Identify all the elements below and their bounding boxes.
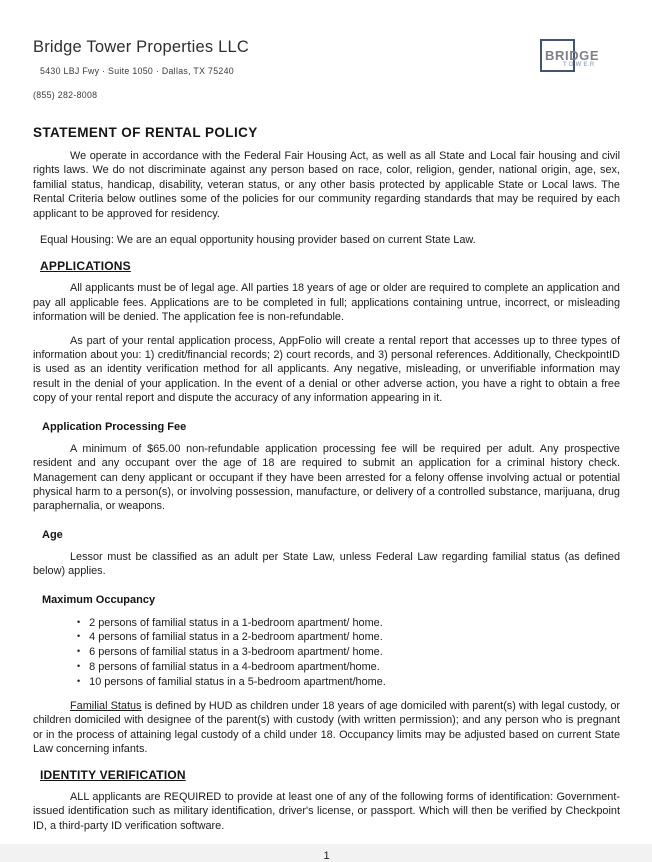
list-item: • 8 persons of familial status in a 4-bedroom apartment/home. — [77, 660, 620, 675]
intro-paragraph: We operate in accordance with the Federal Fair Housing Act, as well as all State and Local fair housing and civil rights laws. We do not discriminate against any person based on race, color, religion, gender, national origin, age, sex, familial status, handicap, disability, veteran status, or any other basis protected by applicable State or Local laws. The Rental Criteria below outlines some of the policies for our community regarding standards that may be required by each applicant to be approved for residency. — [33, 150, 620, 220]
list-item: • 4 persons of familial status in a 2-bedroom apartment/ home. — [77, 630, 620, 645]
occupancy-bullet-list — [33, 616, 620, 691]
list-item: • 10 persons of familial status in a 5-bedroom apartment/home. — [77, 675, 620, 690]
list-item: • 2 persons of familial status in a 1-bedroom apartment/ home. — [77, 616, 620, 631]
logo-text-tower: TOWER — [563, 62, 597, 68]
familial-status-term: Familial Status — [70, 700, 142, 713]
heading-application-processing-fee: Application Processing Fee — [42, 420, 187, 433]
company-address: 5430 LBJ Fwy · Suite 1050 · Dallas, TX 75240 — [40, 66, 234, 76]
identity-verification-paragraph: ALL applicants are REQUIRED to provide at least one of any of the following forms of identification: Government-issued identification such as military identification, driver's license, or passport. Which will then be verified by Checkpoint ID, a third-party ID verification software. — [33, 790, 620, 832]
heading-identity-verification: IDENTITY VERIFICATION — [40, 767, 186, 782]
heading-age: Age — [42, 528, 63, 541]
processing-fee-paragraph: A minimum of $65.00 non-refundable application processing fee will be required per adult. Any prospective resident and any occupant over the age of 18 are required to submit an application for a criminal history check. Management can deny applicant or occupant if they have been arrested for a felony offense involving actual or potential physical harm to a person(s), or involving possession, manufacture, or delivery of a controlled substance, marijuana, drug paraphernalia, or weapons. — [33, 442, 620, 513]
logo-text-bridge: BRIDGE — [545, 48, 600, 63]
bridge-tower-logo — [540, 39, 598, 81]
applications-paragraph-2: As part of your rental application process, AppFolio will create a rental report that accesses up to three types of information about you: 1) credit/financial records; 2) court records, and 3) personal references. Additionally, CheckpointID is used as an identity verification method for all applicants. Any negative, misleading, or unverifiable information may result in the denial of your application. In the event of a denial or other adverse action, you have a right to obtain a free copy of your rental report and dispute the accuracy of any information appearing in it. — [33, 334, 620, 405]
age-paragraph: Lessor must be classified as an adult per State Law, unless Federal Law regarding familial status (as defined below) applies. — [33, 550, 620, 578]
list-item: • 6 persons of familial status in a 3-bedroom apartment/ home. — [77, 645, 620, 660]
letterhead — [33, 38, 620, 100]
heading-maximum-occupancy: Maximum Occupancy — [42, 593, 156, 606]
company-phone: (855) 282-8008 — [33, 90, 98, 100]
page-number: 1 — [323, 849, 330, 862]
familial-status-definition: is defined by HUD as children under 18 years of age domiciled with parent(s) with legal custody, or children domiciled with designee of the parent(s) with custody (with written permission); and any person who is pregnant or in the process of attaining legal custody of a child under 18. Occupancy limits may be adjusted based on current State Law concerning infants. — [33, 700, 621, 756]
familial-status-paragraph — [33, 699, 620, 757]
heading-applications: APPLICATIONS — [40, 259, 131, 274]
company-name: Bridge Tower Properties LLC — [33, 38, 250, 56]
applications-paragraph-1: All applicants must be of legal age. All parties 18 years of age or older are required to complete an application and pay all applicable fees. Applications are to be completed in full; applications containing untrue, incorrect, or misleading information will be denied. The application fee is non-refundable. — [33, 282, 620, 324]
equal-housing-line: Equal Housing: We are an equal opportunity housing provider based on current State Law. — [40, 234, 476, 247]
page-title: STATEMENT OF RENTAL POLICY — [33, 125, 258, 140]
